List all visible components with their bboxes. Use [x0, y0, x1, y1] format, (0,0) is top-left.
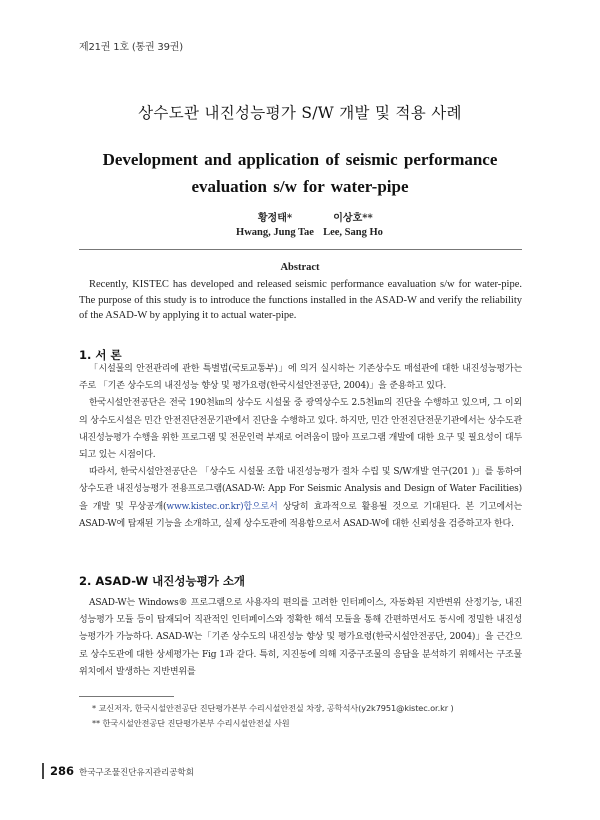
paragraph-3-text-b: 상당히 효과적으로 활용될 것으로 기대된다. 본 기고에서는 ASAD-W에 탑재된 기능을 소개하고, 실제 상수도관에 적용함으로서 ASAD-W에 대한 신뢰성을 검증하고자 한다. — [79, 501, 522, 529]
header-divider — [79, 249, 522, 250]
abstract-heading: Abstract — [280, 262, 320, 273]
author-2-korean: 이상호** — [333, 213, 373, 224]
issue-header: 제21권 1호 (통권 39권) — [79, 42, 183, 53]
footnotes — [92, 701, 454, 731]
abstract-text: Recently, KISTEC has developed and released seismic performance eavaluation s/w for water-pipe. The purpose of this study is to introduce the functions installed in the ASAD-W and verify the reliability of the ASAD-W by applying it to actual water-pipe. — [79, 279, 522, 322]
page-number: 286 — [50, 764, 75, 778]
section-1-paragraph-1: 「시설물의 안전관리에 관한 특별법(국토교통부)」에 의거 실시하는 기존상수도 매설관에 대한 내진성능평가는 주로 「기존 상수도의 내진성능 향상 및 평가요령(한국시설안전공단, 2004)」을 준용하고 있다. — [79, 364, 522, 392]
journal-name: 한국구조물진단유지관리공학회 — [79, 768, 194, 778]
author-1-english: Hwang, Jung Tae — [236, 227, 314, 238]
section-1-paragraph-3 — [79, 464, 522, 533]
paragraph-3-text-a: 따라서, 한국시설안전공단은 「상수도 시설물 조합 내진성능평가 절차 수립 및 S/W개발 연구(201 )」를 통하여 상수도관 내진성능평가 전용프로그램(ASAD-W: App For Seismic Analysis and Design of Water Facilities)을 개발 및 무상공개( — [79, 467, 522, 512]
section-1-body — [79, 361, 522, 533]
title-english-line2: evaluation s/w for water-pipe — [191, 177, 409, 196]
section-2-paragraph-1: ASAD-W는 Windows® 프로그램으로 사용자의 편의를 고려한 인터페이스, 자동화된 지반변위 산정기능, 내진성능평가 모듈 등이 탑재되어 직관적인 인터페이스와 정확한 해석 모듈을 통해 간편하면서도 동시에 정밀한 내진성능평가가 가능하다. ASAD-W는「기존 상수도의 내진성능 향상 및 평가요령(한국시설안전공단, 2004)」을 근간으로 상수도관에 대한 상세평가는 Fig 1과 같다. 특히, 지진동에 의해 지중구조물의 응답을 분석하기 위해서는 구조물 위치에서 발생하는 지반변위를 — [79, 598, 522, 677]
footer-bar — [42, 763, 44, 779]
title-english — [70, 146, 530, 200]
section-2-body — [79, 595, 522, 681]
title-english-line1: Development and application of seismic performance — [102, 150, 498, 169]
footnote-divider — [79, 696, 174, 697]
section-1-heading: 1. 서 론 — [79, 348, 122, 362]
title-korean: 상수도관 내진성능평가 S/W 개발 및 적용 사례 — [138, 104, 462, 122]
author-2 — [303, 209, 403, 238]
author-1-korean: 황정태* — [257, 213, 293, 224]
section-2-heading: 2. ASAD-W 내진성능평가 소개 — [79, 574, 246, 588]
footnote-1: * 교신저자, 한국시설안전공단 진단평가본부 수리시설안전실 차장, 공학석사(y2k7951@kistec.or.kr ) — [92, 703, 454, 713]
section-1-paragraph-2: 한국시설안전공단은 전국 190천㎞의 상수도 시설물 중 광역상수도 2.5천㎞의 진단을 수행하고 있으며, 그 이외의 상수도시설은 민간 안전진단전문기관에서 진단을 수행하고 있다. 하지만, 민간 안전진단전문기관에서는 상수도관 내진성능평가 수행을 위한 프로그램 및 전문인력 부재로 어려움이 많아 프로그램 개발에 대한 요구 및 필요성이 대두되고 있는 시점이다. — [79, 398, 522, 461]
author-2-english: Lee, Sang Ho — [323, 227, 383, 238]
footnote-2: ** 한국시설안전공단 진단평가본부 수리시설안전실 사원 — [92, 718, 290, 728]
kistec-website-link[interactable]: www.kistec.or.kr)합으로서 — [166, 501, 278, 512]
